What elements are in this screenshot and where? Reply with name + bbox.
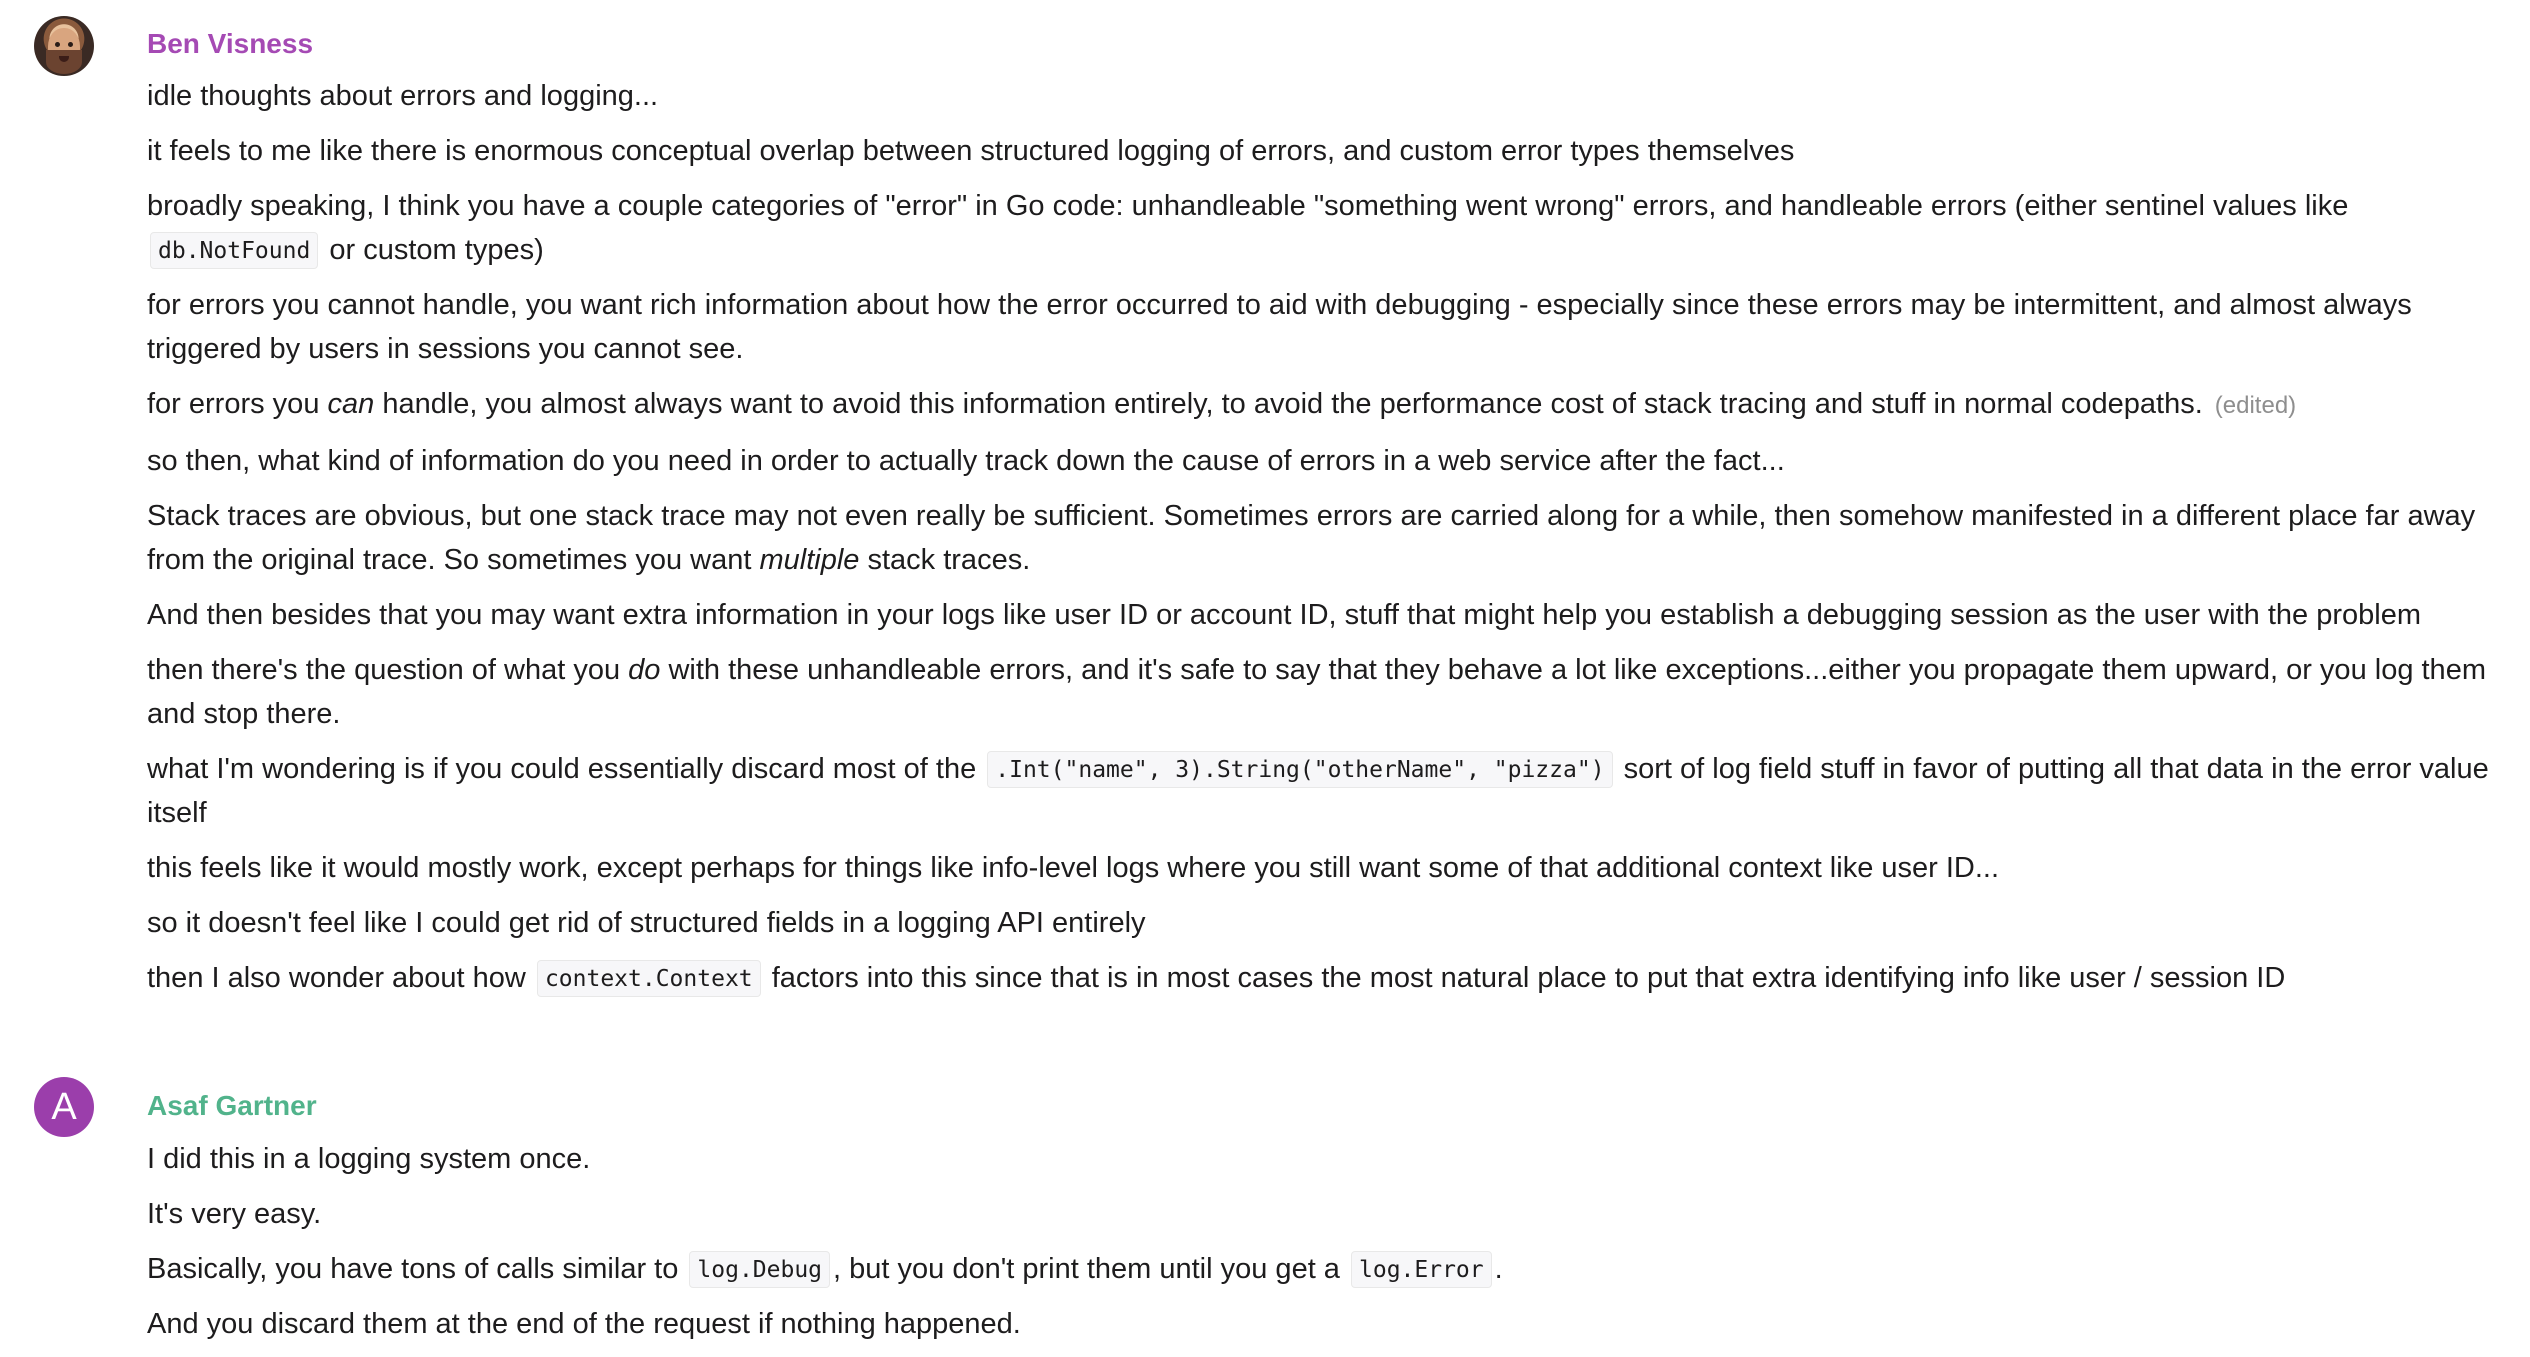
message-text-segment: with these unhandleable errors, and it's safe to say that they behave a lot like exceptions...either you propagate them upward, or you log them and stop there. [147, 654, 2486, 730]
author-name[interactable]: Ben Visness [147, 28, 314, 59]
message-text-segment: factors into this since that is in most cases the most natural place to put that extra identifying info like user / session ID [763, 962, 2286, 994]
message-text [147, 1247, 2517, 1291]
emphasis-text: multiple [759, 544, 860, 576]
message-text-segment: Basically, you have tons of calls similar to [147, 1253, 687, 1285]
message-text-segment: what I'm wondering is if you could essentially discard most of the [147, 753, 985, 785]
message-text-segment: broadly speaking, I think you have a couple categories of "error" in Go code: unhandleable "something went wrong" errors, and handleable errors (either sentinel values like [147, 190, 2349, 222]
message-text-segment: then I also wonder about how [147, 962, 534, 994]
author-name[interactable]: Asaf Gartner [147, 1090, 317, 1121]
message-text-segment: stack traces. [859, 544, 1031, 576]
message-text: And you discard them at the end of the request if nothing happened. [147, 1308, 1021, 1340]
message-text: It's very easy. [147, 1198, 322, 1230]
inline-code: db.NotFound [150, 232, 318, 269]
asaf-avatar[interactable] [34, 1077, 94, 1137]
message-text-segment: handle, you almost always want to avoid this information entirely, to avoid the performance cost of stack tracing and stuff in normal codepaths. [374, 388, 2203, 420]
message-list [147, 1137, 2517, 1357]
inline-code: log.Error [1351, 1251, 1492, 1288]
inline-code: log.Debug [689, 1251, 830, 1288]
message-text: this feels like it would mostly work, except perhaps for things like info-level logs where you still want some of that additional context like user ID... [147, 852, 2000, 884]
emphasis-text: can [327, 388, 375, 420]
inline-code: .Int("name", 3).String("otherName", "pizza") [987, 751, 1612, 788]
message-text: I did this in a logging system once. [147, 1143, 591, 1175]
message-text: so then, what kind of information do you need in order to actually track down the cause of errors in a web service after the fact... [147, 445, 1785, 477]
inline-code: context.Context [537, 960, 761, 997]
message-text: And then besides that you may want extra information in your logs like user ID or account ID, stuff that might help you establish a debugging session as the user with the problem [147, 599, 2421, 631]
message-text-segment: , but you don't print them until you get a [833, 1253, 1348, 1285]
message-text: it feels to me like there is enormous conceptual overlap between structured logging of errors, and custom error types themselves [147, 135, 1795, 167]
emphasis-text: do [628, 654, 661, 686]
message-text: for errors you cannot handle, you want rich information about how the error occurred to aid with debugging - especially since these errors may be intermittent, and almost always triggered by users in sessions you cannot see. [147, 289, 2412, 365]
message-text-segment: sort of log field stuff in favor of putting all that data in the error value itself [147, 753, 2489, 829]
avatar-letter: A [51, 1086, 77, 1128]
message-text: idle thoughts about errors and logging... [147, 80, 659, 112]
edited-label: (edited) [2214, 392, 2297, 419]
message-text: so it doesn't feel like I could get rid of structured fields in a logging API entirely [147, 907, 1146, 939]
message-text-segment: or custom types) [321, 234, 544, 266]
message-text-segment: for errors you [147, 388, 328, 420]
message-text-segment: then there's the question of what you [147, 654, 629, 686]
message-text-segment: . [1494, 1253, 1503, 1285]
message-text-segment: Stack traces are obvious, but one stack trace may not even really be sufficient. Sometimes errors are carried along for a while, then somehow manifested in a different place far away from the original trace. So sometimes you want [147, 500, 2476, 576]
